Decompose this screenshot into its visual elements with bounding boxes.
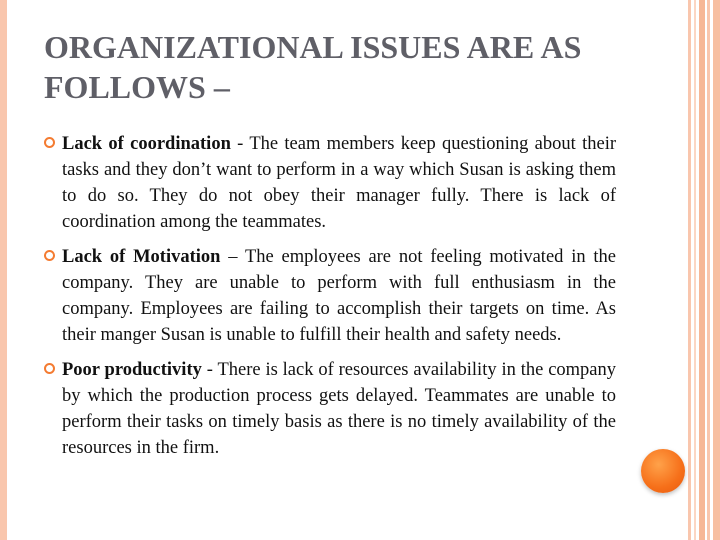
bullet-list xyxy=(44,131,616,470)
orange-orb-icon xyxy=(641,449,685,493)
bullet-text xyxy=(62,131,616,235)
bullet-term: Lack of coordination xyxy=(62,134,231,154)
slide-title: ORGANIZATIONAL ISSUES ARE AS FOLLOWS – xyxy=(44,29,582,105)
list-item xyxy=(44,357,616,461)
bullet-body: The team members keep questioning about their tasks and they don’t want to perform in a way which Susan is asking them to do so. They do not obey their manager fully. There is lack of coordination among the teammates. xyxy=(62,134,616,232)
ring-bullet-icon xyxy=(44,250,55,261)
bullet-term: Poor productivity xyxy=(62,360,202,380)
bullet-term: Lack of Motivation xyxy=(62,247,221,267)
bullet-text xyxy=(62,357,616,461)
bullet-separator: – xyxy=(220,247,245,267)
bullet-text xyxy=(62,244,616,348)
bullet-body: There is lack of resources availability in the company by which the production process gets delayed. Teammates are unable to perform their tasks on timely basis as there is no timely availability of the resources in the firm. xyxy=(62,360,617,458)
bullet-body: The employees are not feeling motivated in the company. They are unable to perform with full enthusiasm in the company. Employees are failing to accomplish their targets on time. As their manger Susan is unable to fulfill their health and safety needs. xyxy=(62,247,616,345)
ring-bullet-icon xyxy=(44,363,55,374)
left-border-stripe xyxy=(0,0,7,540)
bullet-separator: - xyxy=(201,360,218,380)
list-item xyxy=(44,244,616,348)
bullet-separator: - xyxy=(230,134,250,154)
ring-bullet-icon xyxy=(44,137,55,148)
list-item xyxy=(44,131,616,235)
